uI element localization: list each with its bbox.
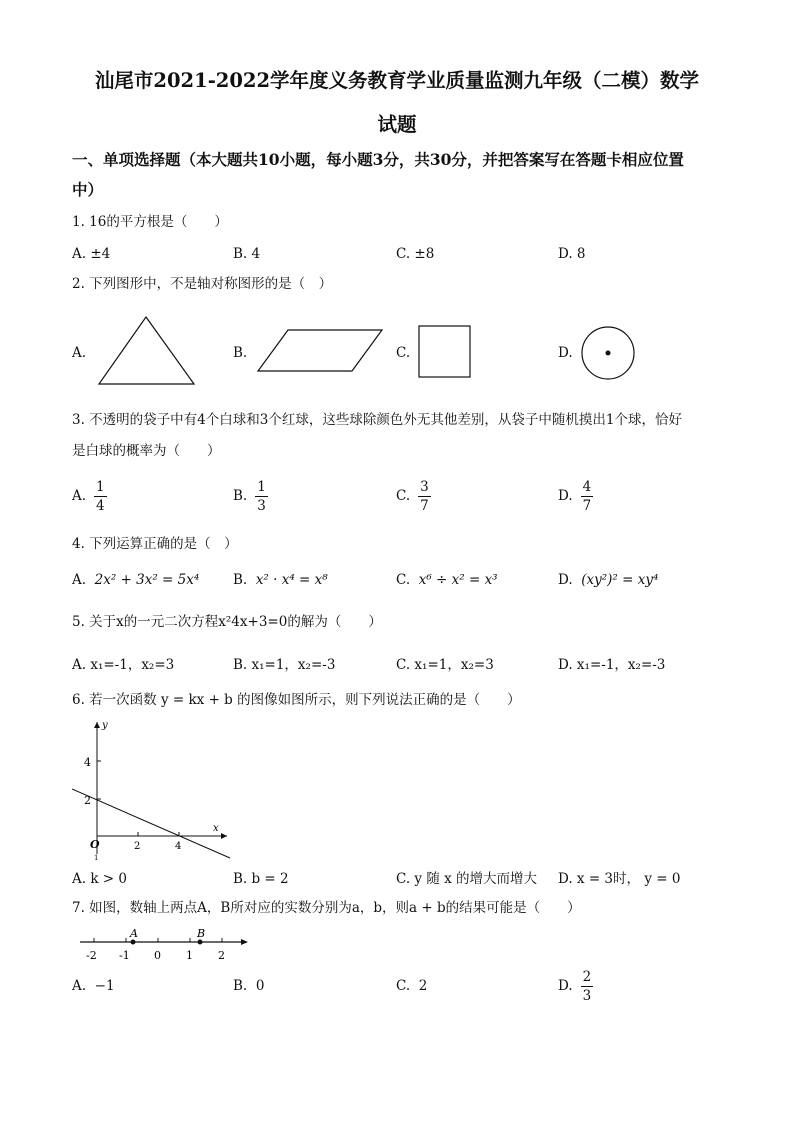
x-axis-arrow [221, 833, 227, 839]
x-tick-label-2: 2 [134, 841, 141, 852]
q7-option-c[interactable]: C. 2 [396, 978, 428, 994]
question-7-stem: 7. 如图，数轴上两点A，B所对应的实数分别为a，b，则a + b的结果可能是（ ） [72, 900, 581, 916]
paper-title-line2: 试题 [377, 113, 417, 136]
question-5-stem: 5. 关于x的一元二次方程x²4x+3=0的解为（ ） [72, 614, 382, 630]
q2-option-c-label[interactable]: C. [396, 345, 411, 361]
point-a-label: A [130, 928, 138, 940]
small-tick-label: 1 [94, 854, 99, 862]
linear-function-graph [72, 714, 240, 864]
q5-option-a[interactable]: A. x₁=-1，x₂=3 [72, 657, 175, 673]
q6-option-b[interactable]: B. b = 2 [233, 871, 289, 887]
point-a-dot [131, 940, 136, 945]
fraction: $\frac{2}{3}$ [582, 969, 592, 1004]
q5-option-c[interactable]: C. x₁=1，x₂=3 [396, 657, 494, 673]
origin-label: O [90, 838, 100, 851]
tick-label-2: 2 [218, 949, 225, 962]
question-6-stem: 6. 若一次函数 y = kx + b 的图像如图所示，则下列说法正确的是（ ） [72, 692, 521, 708]
q7-option-d[interactable]: D. $\frac{2}{3}$ [558, 969, 592, 1004]
y-tick-label-4: 4 [84, 756, 91, 769]
q4-option-b[interactable]: B. x² · x⁴ = x⁸ [233, 572, 328, 588]
q6-option-a[interactable]: A. k > 0 [72, 871, 127, 887]
tick-label-1: 1 [186, 949, 193, 962]
point-b-label: B [197, 928, 206, 940]
q6-option-d[interactable]: D. x = 3时， y = 0 [558, 871, 681, 887]
question-1-stem: 1. 16的平方根是（ ） [72, 214, 228, 230]
question-3-stem-line1: 3. 不透明的袋子中有4个白球和3个红球，这些球除颜色外无其他差别，从袋子中随机摸出1个球，恰好 [72, 412, 682, 428]
y-tick-label-2: 2 [84, 794, 91, 807]
q7-option-a[interactable]: A. −1 [72, 978, 115, 994]
x-tick-label-4: 4 [175, 841, 182, 852]
tick-label-neg1: -1 [119, 949, 130, 962]
y-axis-arrow [94, 722, 100, 728]
number-line-arrow [241, 939, 248, 945]
section-header-line1: 一、单项选择题（本大题共10小题，每小题3分，共30分，并把答案写在答题卡相应位置 [72, 150, 684, 169]
q6-option-c[interactable]: C. y 随 x 的增大而增大 [396, 871, 538, 887]
fraction: $\frac{4}{7}$ [582, 479, 592, 514]
q4-option-a[interactable]: A. 2x² + 3x² = 5x⁴ [72, 572, 200, 588]
number-line [76, 928, 252, 964]
q3-option-b[interactable]: B. $\frac{1}{3}$ [233, 479, 266, 514]
q2-option-d-label[interactable]: D. [558, 345, 573, 361]
q1-option-b[interactable]: B. 4 [233, 246, 261, 262]
q3-option-d[interactable]: D. $\frac{4}{7}$ [558, 479, 592, 514]
q5-option-b[interactable]: B. x₁=1，x₂=-3 [233, 657, 336, 673]
point-b-dot [198, 940, 203, 945]
circle-figure [580, 325, 638, 383]
q2-option-b-label[interactable]: B. [233, 345, 248, 361]
fraction: $\frac{1}{4}$ [96, 479, 105, 514]
q4-option-d[interactable]: D. (xy²)² = xy⁴ [558, 572, 659, 588]
question-4-stem: 4. 下列运算正确的是（ ） [72, 536, 238, 552]
y-axis-label: y [102, 720, 108, 731]
q2-option-a-label[interactable]: A. [72, 345, 87, 361]
q3-option-c[interactable]: C. $\frac{3}{7}$ [396, 479, 429, 514]
square-figure [417, 324, 473, 380]
triangle-figure [96, 314, 198, 388]
tick-label-neg2: -2 [86, 949, 97, 962]
q4-option-c[interactable]: C. x⁶ ÷ x² = x³ [396, 572, 498, 588]
q7-option-b[interactable]: B. 0 [233, 978, 265, 994]
fraction: $\frac{1}{3}$ [257, 479, 266, 514]
tick-label-0: 0 [154, 949, 161, 962]
q1-option-d[interactable]: D. 8 [558, 246, 586, 262]
parallelogram-figure [256, 327, 386, 375]
q5-option-d[interactable]: D. x₁=-1，x₂=-3 [558, 657, 666, 673]
question-3-stem-line2: 是白球的概率为（ ） [72, 443, 221, 459]
question-2-stem: 2. 下列图形中，不是轴对称图形的是（ ） [72, 276, 333, 292]
q1-option-a[interactable]: A. ±4 [72, 246, 111, 262]
x-axis-label: x [213, 823, 219, 834]
q3-option-a[interactable]: A. $\frac{1}{4}$ [72, 479, 105, 514]
circle-center-dot [606, 351, 611, 356]
fraction: $\frac{3}{7}$ [420, 479, 429, 514]
paper-title-line1: 汕尾市2021-2022学年度义务教育学业质量监测九年级（二模）数学 [94, 69, 700, 92]
q1-option-c[interactable]: C. ±8 [396, 246, 435, 262]
section-header-line2: 中） [72, 180, 104, 199]
